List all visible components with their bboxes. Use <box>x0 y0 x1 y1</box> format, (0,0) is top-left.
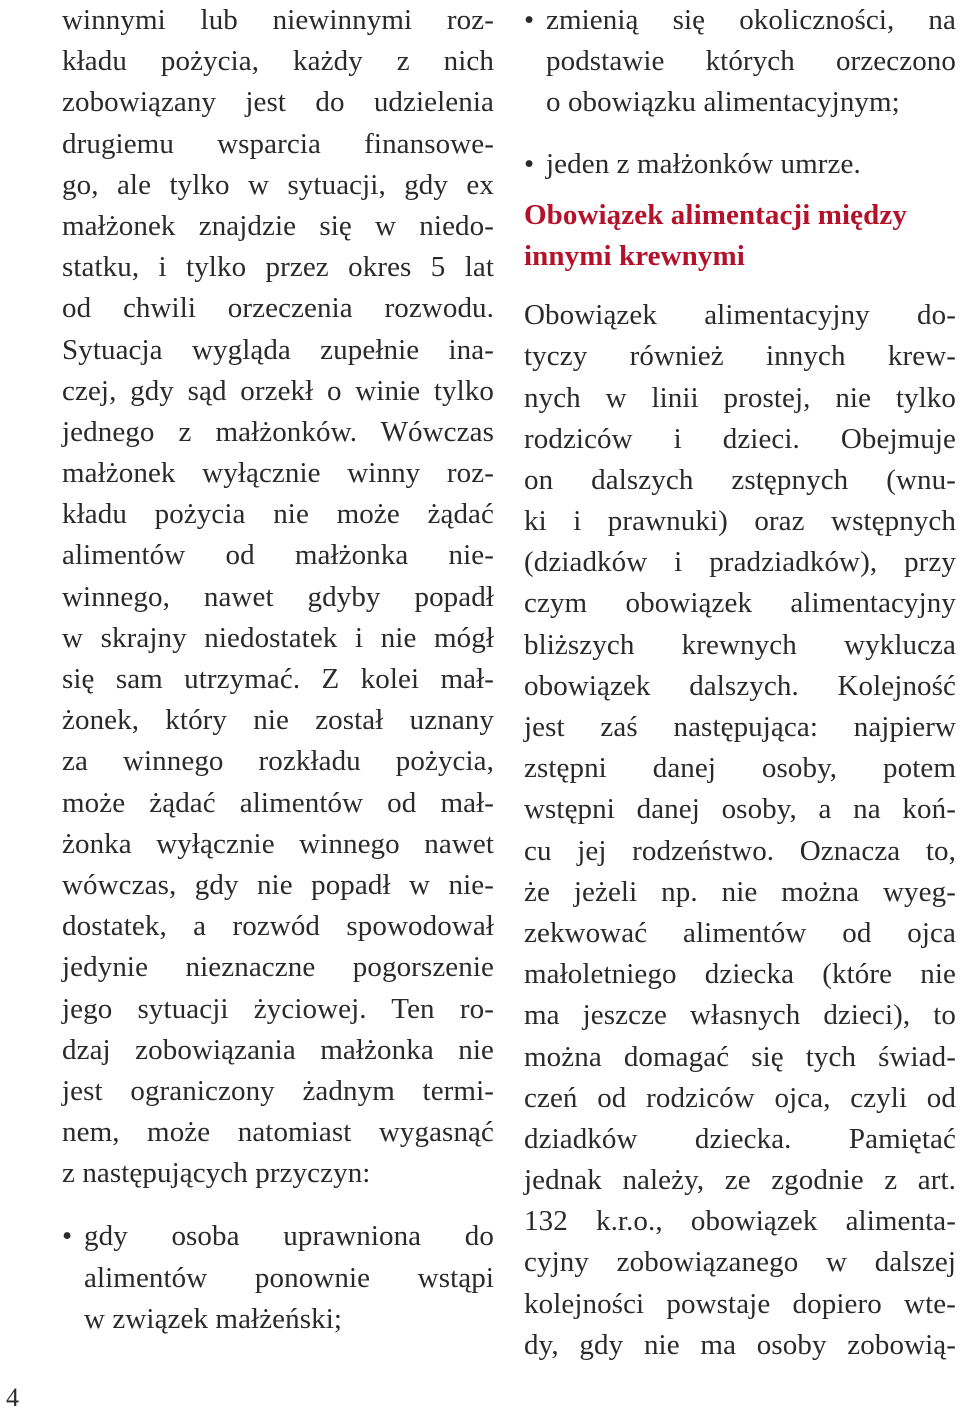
text-line: winnego, nawet gdyby popadł <box>62 580 494 613</box>
text-line: można domagać się tych świad- <box>524 1040 956 1073</box>
text-line: wstępni danej osoby, a na koń- <box>524 793 956 826</box>
text-line: 132 k.r.o., obowiązek alimenta- <box>524 1205 956 1238</box>
text-line: obowiązek dalszych. Kolejność <box>524 669 956 702</box>
bullet-text-line <box>62 1216 494 1257</box>
left-column <box>62 0 494 1340</box>
right-column <box>524 0 956 1366</box>
text-line: Obowiązek alimentacyjny do- <box>524 299 956 332</box>
text-line: małżonek znajdzie się w niedo- <box>62 209 494 242</box>
bullet-text-line <box>524 144 956 185</box>
right-paragraph <box>524 295 956 1366</box>
bullet-item-circumstances <box>524 0 956 124</box>
text-line: jednego z małżonków. Wówczas <box>62 415 494 448</box>
bullet-icon: • <box>524 147 535 180</box>
text-line: może żądać alimentów od mał- <box>62 786 494 819</box>
text-line: dziadków dziecka. Pamiętać <box>524 1122 956 1155</box>
text-line: tyczy również innych krew- <box>524 340 956 373</box>
left-paragraph <box>62 0 494 1194</box>
text-line: żonka wyłącznie winnego nawet <box>62 827 494 860</box>
bullet-text-line: w związek małżeński; <box>84 1302 343 1335</box>
text-line: od chwili orzeczenia rozwodu. <box>62 292 494 325</box>
text-line: (dziadków i pradziadków), przy <box>524 546 956 579</box>
bullet-icon: • <box>524 4 535 36</box>
bullet-text-line: o obowiązku alimentacyjnym; <box>546 86 900 119</box>
text-line: żonek, który nie został uznany <box>62 704 494 737</box>
text-line: bliższych krewnych wyklucza <box>524 628 956 661</box>
text-line: kolejności powstaje dopiero wte- <box>524 1287 956 1320</box>
page-number: 4 <box>6 1383 19 1412</box>
text-line: jest ograniczony żadnym termi- <box>62 1074 494 1107</box>
text-line: drugiemu wsparcia finansowe- <box>62 127 494 160</box>
heading-line: innymi krewnymi <box>524 239 745 272</box>
bullet-text-line: podstawie których orzeczono <box>546 45 956 78</box>
text-line: w skrajny niedostatek i nie mógł <box>62 621 494 654</box>
heading-line: Obowiązek alimentacji między <box>524 198 907 231</box>
text-line: ki i prawnuki) oraz wstępnych <box>524 505 956 538</box>
text-line: ma jeszcze własnych dzieci), to <box>524 999 956 1032</box>
text-line: jedynie nieznaczne pogorszenie <box>62 951 494 984</box>
text-line: zstępni danej osoby, potem <box>524 752 956 785</box>
text-line: się sam utrzymać. Z kolei mał- <box>62 663 494 695</box>
text-line: jego sytuacji życiowej. Ten ro- <box>62 992 494 1025</box>
text-line: dy, gdy nie ma osoby zobowią- <box>524 1328 956 1361</box>
text-line: kładu pożycia nie może żądać <box>62 498 494 531</box>
text-line: on dalszych zstępnych (wnu- <box>524 463 956 496</box>
bullet-text-line <box>524 0 956 41</box>
text-line: dzaj zobowiązania małżonka nie <box>62 1033 494 1066</box>
text-line: czeń od rodziców ojca, czyli od <box>524 1081 956 1114</box>
bullet-item-death <box>524 144 956 185</box>
bullet-text: zmienią się okoliczności, na <box>546 4 956 36</box>
text-line: kładu pożycia, każdy z nich <box>62 45 494 78</box>
text-line: rodziców i dzieci. Obejmuje <box>524 422 956 455</box>
text-line: winnymi lub niewinnymi roz- <box>62 4 494 36</box>
bullet-text: gdy osoba uprawniona do <box>84 1220 494 1253</box>
text-line: Sytuacja wygląda zupełnie ina- <box>62 333 494 366</box>
bullet-item-remarriage <box>62 1216 494 1340</box>
text-line: małżonek wyłącznie winny roz- <box>62 457 494 490</box>
text-line: cu jej rodzeństwo. Oznacza to, <box>524 834 956 867</box>
bullet-text-line: alimentów ponownie wstąpi <box>84 1261 494 1294</box>
text-line: jest zaś następująca: najpierw <box>524 711 956 743</box>
text-line: czej, gdy sąd orzekł o winie tylko <box>62 374 494 407</box>
text-line: za winnego rozkładu pożycia, <box>62 745 494 778</box>
text-line: czym obowiązek alimentacyjny <box>524 587 956 620</box>
text-line: alimentów od małżonka nie- <box>62 539 494 572</box>
text-line: nych w linii prostej, nie tylko <box>524 381 956 414</box>
text-line: wówczas, gdy nie popadł w nie- <box>62 868 494 901</box>
text-line: zekwować alimentów od ojca <box>524 916 956 949</box>
text-line: statku, i tylko przez okres 5 lat <box>62 251 494 284</box>
text-line: małoletniego dziecka (które nie <box>524 958 956 991</box>
bullet-text: jeden z małżonków umrze. <box>546 147 861 180</box>
text-line: zobowiązany jest do udzielenia <box>62 86 494 119</box>
text-line: że jeżeli np. nie można wyeg- <box>524 875 956 908</box>
text-line: dostatek, a rozwód spowodował <box>62 910 494 943</box>
text-line: jednak należy, ze zgodnie z art. <box>524 1164 956 1197</box>
section-heading <box>524 195 956 277</box>
bullet-icon: • <box>62 1220 73 1253</box>
text-line: nem, może natomiast wygasnąć <box>62 1116 494 1149</box>
text-line: cyjny zobowiązanego w dalszej <box>524 1246 956 1279</box>
text-line: go, ale tylko w sytuacji, gdy ex <box>62 168 494 201</box>
text-line: z następujących przyczyn: <box>62 1157 371 1190</box>
